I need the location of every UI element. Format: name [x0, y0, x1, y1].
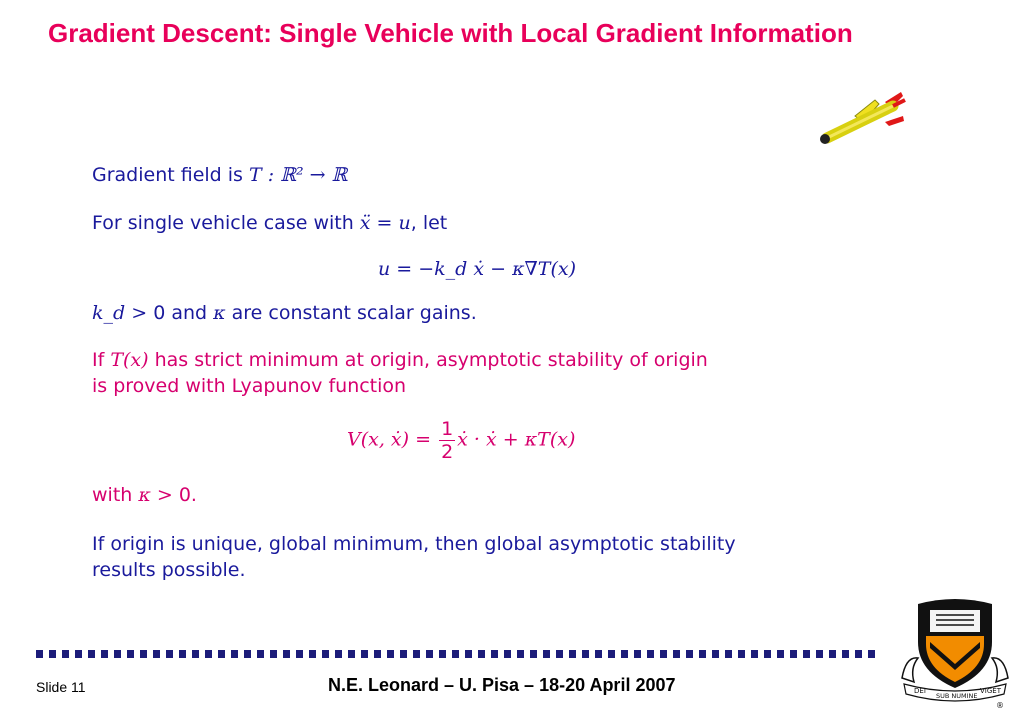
motto-right: VIGET: [980, 687, 1001, 695]
princeton-shield-icon: [900, 598, 1010, 710]
line-kappa-positive: with κ > 0.: [92, 484, 197, 506]
slide-title: Gradient Descent: Single Vehicle with Local Gradient Information: [48, 18, 853, 48]
one-half-fraction: $\frac{1}{2}$: [441, 418, 454, 463]
line-single-vehicle: For single vehicle case with ẍ = u, let: [92, 212, 448, 234]
footer-text: N.E. Leonard – U. Pisa – 18-20 April 2007: [328, 675, 676, 695]
line-strict-minimum: If T(x) has strict minimum at origin, asymptotic stability of origin: [92, 349, 708, 371]
footer-divider: [36, 650, 876, 658]
lyapunov-equation: V(x, ẋ) = $\frac{1}{2}$ ẋ · ẋ + κT(x): [347, 418, 576, 463]
control-law-equation: u = −k_d ẋ − κ∇T(x): [378, 258, 577, 280]
motto-left: DEI: [914, 687, 926, 695]
motto-middle: SUB NUMINE: [936, 692, 978, 700]
line-results-possible: results possible.: [92, 559, 246, 581]
line-lyapunov: is proved with Lyapunov function: [92, 375, 407, 397]
line-gains: k_d > 0 and κ are constant scalar gains.: [92, 302, 477, 324]
line-global-minimum: If origin is unique, global minimum, then global asymptotic stability: [92, 533, 736, 555]
line-gradient-field: Gradient field is T : ℝ² → ℝ: [92, 164, 348, 186]
registered-mark: ®: [996, 701, 1004, 710]
underwater-glider-icon: [815, 88, 910, 150]
slide-number: Slide 11: [36, 679, 86, 695]
